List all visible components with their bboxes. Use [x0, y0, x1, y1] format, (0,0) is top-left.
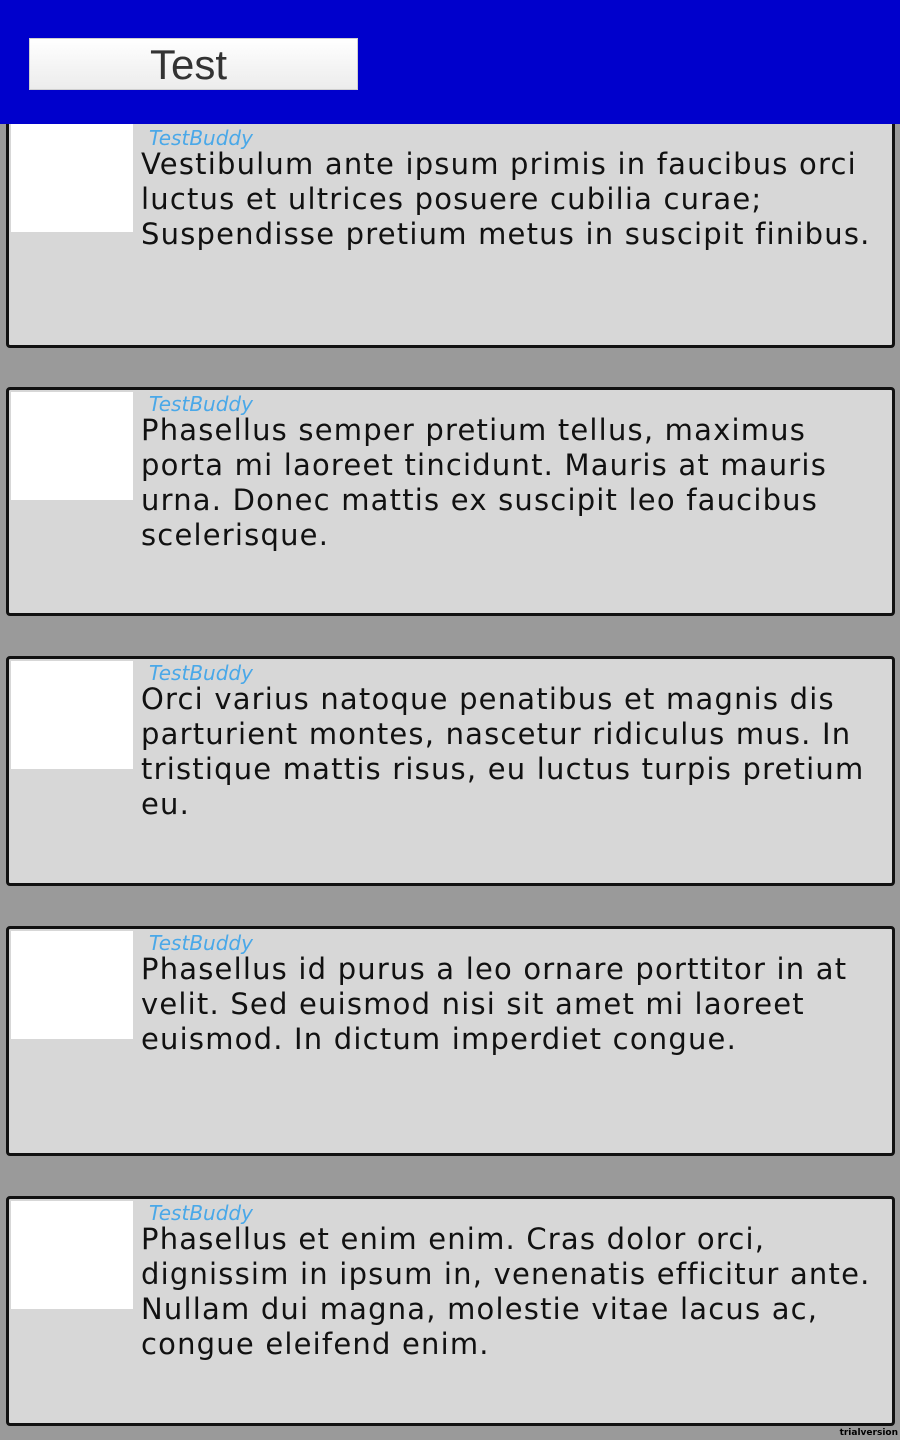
post-author[interactable]: TestBuddy: [149, 661, 253, 685]
post-author[interactable]: TestBuddy: [149, 1201, 253, 1225]
post-author[interactable]: TestBuddy: [149, 931, 253, 955]
post-card[interactable]: [6, 1196, 895, 1426]
post-text: Phasellus semper pretium tellus, maximus porta mi laoreet tincidunt. Mauris at mauris urna. Donec mattis ex suscipit leo faucibus scelerisque.: [141, 413, 827, 552]
post-author[interactable]: TestBuddy: [149, 392, 253, 416]
post-card[interactable]: [6, 124, 895, 348]
post-card[interactable]: [6, 656, 895, 886]
page-title: Test: [29, 38, 358, 90]
post-text: Vestibulum ante ipsum primis in faucibus orci luctus et ultrices posuere cubilia curae; Suspendisse pretium metus in suscipit finibus.: [141, 147, 871, 251]
post-card[interactable]: [6, 926, 895, 1156]
post-text: Phasellus id purus a leo ornare porttitor in at velit. Sed euismod nisi sit amet mi laoreet euismod. In dictum imperdiet congue.: [141, 952, 848, 1056]
post-thumbnail[interactable]: [11, 661, 133, 769]
post-thumbnail[interactable]: [11, 931, 133, 1039]
post-text: Phasellus et enim enim. Cras dolor orci, dignissim in ipsum in, venenatis efficitur ante. Nullam dui magna, molestie vitae lacus ac, congue eleifend enim.: [141, 1222, 871, 1361]
trial-watermark: trialversion: [839, 1428, 898, 1438]
post-card[interactable]: [6, 387, 895, 616]
post-thumbnail[interactable]: [11, 1201, 133, 1309]
post-thumbnail[interactable]: [11, 124, 133, 232]
post-text: Orci varius natoque penatibus et magnis dis parturient montes, nascetur ridiculus mus. In tristique mattis risus, eu luctus turpis pretium eu.: [141, 682, 865, 821]
post-author[interactable]: TestBuddy: [149, 126, 253, 150]
app-header: [0, 0, 900, 124]
post-thumbnail[interactable]: [11, 392, 133, 500]
